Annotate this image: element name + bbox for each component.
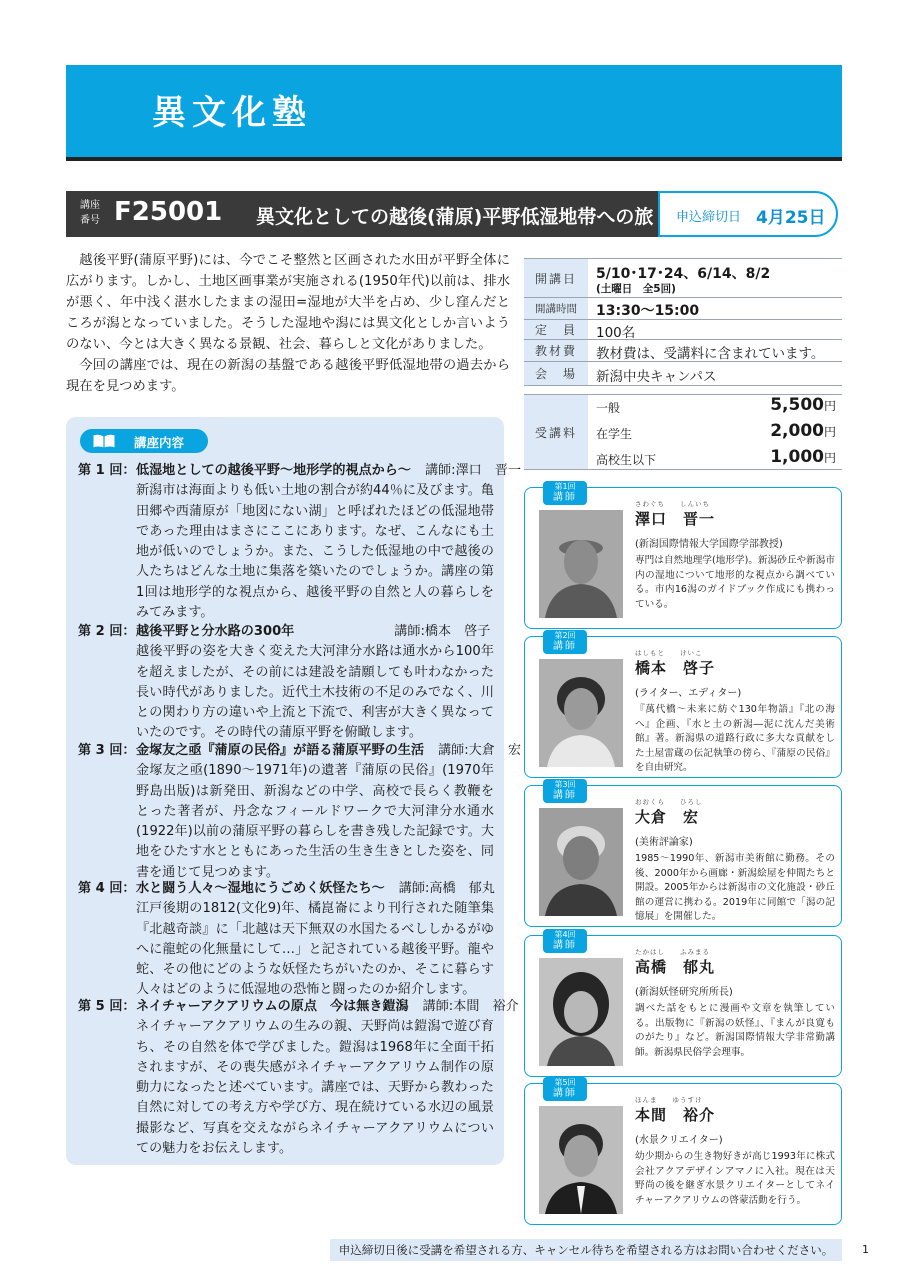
lecturer-tag: 第5回 講師 [543, 1077, 587, 1101]
page-number: 1 [862, 1243, 869, 1256]
session-item [78, 879, 498, 1001]
lecturer-role: (ライター、エディター) [635, 688, 742, 699]
session-title: 金塚友之亟『蒲原の民俗』が語る蒲原平野の生活 [136, 743, 425, 758]
session-description: 江戸後期の1812(文化9)年、橘崑崙により刊行された随筆集『北越奇談』に「北越は天下無双の水国たるべししかるがゆへに龍蛇の化無量にして…」と記されている越後平野。龍や蛇、その他にどのような妖怪たちがいたのか、そこに暮らす人々はどのように低湿地の恐怖と闘ったのか紹介します。 [136, 901, 494, 998]
lecturer-name: 高橋 郁丸 [635, 958, 716, 976]
lecturer-ruby: さわぐち しんいち [635, 500, 710, 508]
lecturer-card [524, 631, 842, 778]
book-icon [92, 433, 116, 449]
session-item [78, 997, 519, 1159]
info-time: 13:30～15:00 [596, 303, 700, 319]
lecturer-name: 本間 裕介 [635, 1106, 716, 1124]
deadline-badge [658, 191, 838, 237]
session-description: 新潟市は海面よりも低い土地の割合が約44％に及びます。亀田郷や西蒲原が「地図にない湖」と呼ばれたほどの低湿地帯であった理由はまさにここにあります。なぜ、こんなにも土地が低いのでしょうか。また、こうした低湿地の中で越後の人たちはどんな土地に集落を築いたのでしょうか。講座の第1回は地形学的な視点から、越後平野の自然と人の暮らしをみてみます。 [136, 483, 494, 621]
header-band [66, 65, 842, 157]
lecturer-photo [539, 659, 623, 767]
session-number: 第 5 回： [78, 999, 136, 1014]
fee-amount: 2,000円 [770, 421, 836, 441]
info-row-capacity [524, 320, 842, 340]
session-lecturer: 講師:本間 裕介 [422, 999, 519, 1014]
lecturer-bio: 『萬代橋～未来に紡ぐ130年物語』『北の海へ』企画、『水と土の新潟―泥に沈んだ美術館』著。新潟県の道路行政に多大な貢献をした土屋雷蔵の伝記執筆の傍ら、『蒲原の民俗』を自由研究。 [635, 704, 835, 773]
session-description: 越後平野の姿を大きく変えた大河津分水路は通水から100年を超えましたが、その前には建設を請願しても叶わなかった長い時代がありました。近代土木技術の不足のみでなく、川との関わり方の違いや上流と下流で、利害が大きく異なっていたのです。その時代の蒲原平野を俯瞰します。 [136, 644, 494, 741]
info-materials: 教材費は、受講料に含まれています。 [596, 346, 825, 362]
session-title: 越後平野と分水路の300年 [136, 624, 295, 639]
session-number: 第 1 回： [78, 463, 136, 478]
deadline-label: 申込締切日 [676, 210, 742, 225]
info-row-dates [524, 258, 842, 298]
session-lecturer: 講師:澤口 晋一 [424, 463, 522, 478]
session-title: 低湿地としての越後平野～地形学的視点から～ [136, 463, 411, 478]
lecturer-ruby: たかはし ふみまる [635, 948, 710, 956]
lecturer-photo [539, 808, 623, 916]
session-title: ネイチャーアクアリウムの原点 今は無き鎧潟 [136, 999, 409, 1014]
fee-label: 在学生 [596, 427, 633, 441]
lecturer-bio: 幼少期からの生き物好きが高じ1993年に株式会社アクアデザインアマノに入社。現在は天野尚の後を継ぎ水景クリエイターとしてネイチャーアクアリウムの啓蒙活動を行う。 [635, 1151, 835, 1206]
session-item [78, 741, 522, 883]
lecturer-photo [539, 510, 623, 618]
page-title: 異文化塾 [152, 93, 312, 133]
course-code: F25001 [114, 197, 223, 227]
lecturer-tag: 第1回 講師 [543, 481, 587, 505]
lecturer-name: 澤口 晋一 [635, 510, 716, 528]
lecturer-role: (美術評論家) [635, 837, 693, 848]
info-label: 会 場 [524, 362, 588, 385]
info-dates-sub: (土曜日 全5回) [596, 283, 676, 295]
lecturer-bio: 専門は自然地理学(地形学)。新潟砂丘や新潟市内の湿地について地形的な視点から調べている。市内16潟のガイドブック作成にも携わっている。 [635, 555, 835, 610]
deadline-date: 4月25日 [756, 208, 826, 228]
course-bar [66, 191, 662, 237]
info-label: 開講日 [524, 259, 588, 297]
session-description: ネイチャーアクアリウムの生みの親、天野尚は鎧潟で遊び育ち、その自然を体で学びました。鎧潟は1968年に全面干拓されますが、その喪失感がネイチャーアクアリウム制作の原動力になったと述べています。講座では、天野から教わった自然に対しての考え方や学び方、現在続けている水辺の風景撮影など、写真を交えながらネイチャーアクアリウムについての魅力をお伝えします。 [136, 1019, 494, 1157]
lecturer-bio: 1985～1990年、新潟市美術館に勤務。その後、2000年から画廊・新潟絵屋を仲間たちと開設。2005年からは新潟市の文化施設・砂丘館の運営に携わる。2019年に同館で「潟の記憶展」を開催した。 [635, 853, 835, 922]
lecturer-ruby: おおくら ひろし [635, 798, 703, 806]
lecturer-card [524, 780, 842, 927]
info-row-fees [524, 394, 842, 470]
session-item [78, 622, 498, 744]
session-number: 第 2 回： [78, 624, 136, 639]
lecturer-photo [539, 1106, 623, 1214]
lecturer-ruby: はしもと けいこ [635, 649, 703, 657]
info-row-materials [524, 340, 842, 362]
lecturer-card [524, 1078, 842, 1225]
lecturer-bio: 調べた話をもとに漫画や文章を執筆している。出版物に『新潟の妖怪』、『まんが良寛ものがたり』など。新潟国際情報大学非常勤講師。新潟県民俗学会理事。 [635, 1003, 835, 1058]
course-contents-box [66, 417, 522, 1165]
info-label: 受講料 [524, 395, 588, 469]
session-title: 水と闘う人々～湿地にうごめく妖怪たち～ [136, 881, 385, 896]
lecturer-tag: 第3回 講師 [543, 779, 587, 803]
intro-text [66, 250, 510, 397]
course-contents-label: 講座内容 [134, 435, 185, 450]
lecturer-role: (新潟国際情報大学国際学部教授) [635, 539, 783, 550]
course-contents-tag [80, 429, 208, 453]
session-item [78, 461, 522, 623]
info-label: 開講時間 [524, 298, 588, 319]
session-number: 第 4 回： [78, 881, 136, 896]
session-description: 金塚友之亟(1890～1971年)の遺著『蒲原の民俗』(1970年野島出版)は新発田、新潟などの中学、高校で長らく教鞭をとった著者が、丹念なフィールドワークで大河津分水通水(1922年)以前の蒲原平野の暮らしを書き残した記録です。大地をひたす水とともにあった生活の生き生きとした姿を、同書を通じて見つめます。 [136, 763, 494, 880]
info-dates: 5/10･17･24、6/14、8/2 [596, 266, 771, 282]
info-row-time [524, 298, 842, 320]
info-venue: 新潟中央キャンパス [596, 369, 717, 385]
course-title: 異文化としての越後(蒲原)平野低湿地帯への旅 [256, 206, 654, 228]
lecturer-role: (新潟妖怪研究所所長) [635, 987, 733, 998]
session-lecturer: 講師:大倉 宏 [438, 743, 522, 758]
intro-paragraph: 越後平野(蒲原平野)には、今でこそ整然と区画された水田が平野全体に広がります。しかし、土地区画事業が実施される(1950年代)以前は、排水が悪く、年中浅く湛水したままの湿田=湿地が大半を占め、少し窪んだところが潟となっていました。そうした湿地や潟には異文化としか言いようのない、今とは大きく異なる景観、社会、暮らしと文化がありました。 [66, 253, 510, 352]
course-code-label: 講座番号 [80, 200, 100, 226]
lecturer-ruby: ほんま ゆうすけ [635, 1096, 703, 1104]
lecturer-card [524, 482, 842, 629]
intro-paragraph: 今回の講座では、現在の新潟の基盤である越後平野低湿地帯の過去から現在を見つめます。 [66, 358, 510, 394]
fee-amount: 5,500円 [770, 395, 836, 415]
fee-label: 高校生以下 [596, 453, 657, 467]
info-label: 教材費 [524, 340, 588, 361]
lecturer-card [524, 930, 842, 1077]
lecturer-name: 橋本 啓子 [635, 659, 716, 677]
lecturer-photo [539, 958, 623, 1066]
fee-amount: 1,000円 [770, 447, 836, 467]
info-label: 定 員 [524, 320, 588, 339]
lecturer-role: (水景クリエイター) [635, 1135, 723, 1146]
header-underline [66, 157, 842, 161]
lecturer-tag: 第2回 講師 [543, 630, 587, 654]
session-number: 第 3 回： [78, 743, 136, 758]
session-lecturer: 講師:高橋 郁丸 [398, 881, 495, 896]
footer-note: 申込締切日後に受講を希望される方、キャンセル待ちを希望される方はお問い合わせください。 [330, 1239, 842, 1261]
lecturer-name: 大倉 宏 [635, 808, 700, 826]
info-capacity: 100名 [596, 325, 636, 341]
info-row-venue [524, 362, 842, 386]
session-lecturer: 講師:橋本 啓子 [394, 624, 491, 639]
lecturer-tag: 第4回 講師 [543, 929, 587, 953]
fee-label: 一般 [596, 401, 621, 415]
